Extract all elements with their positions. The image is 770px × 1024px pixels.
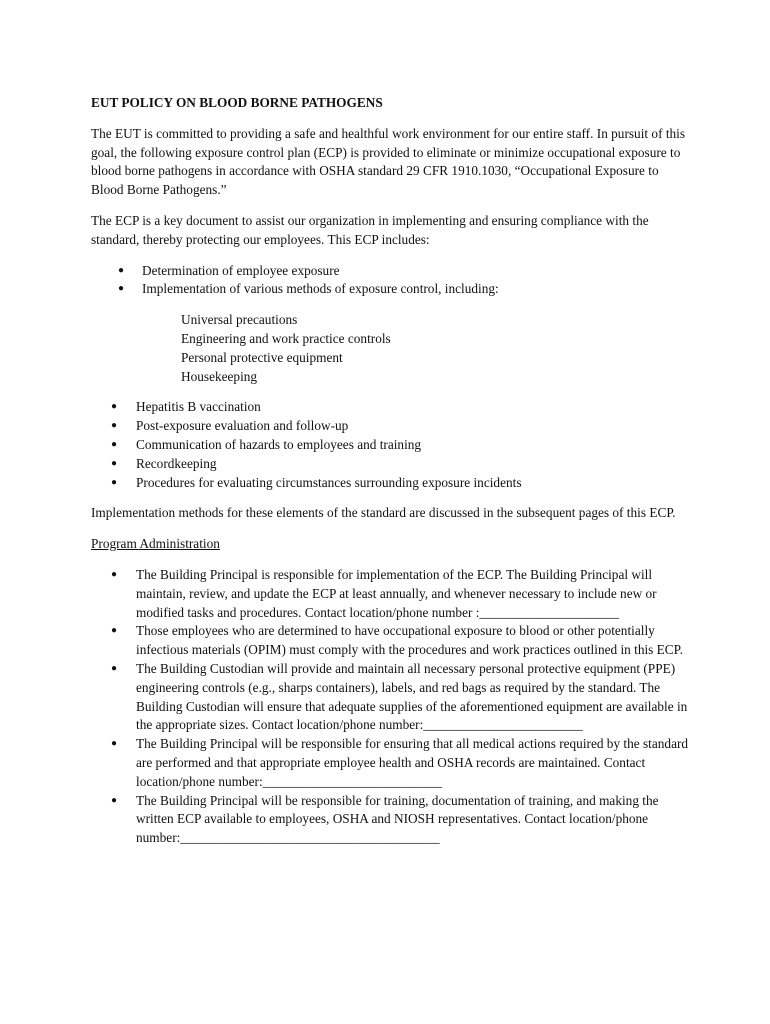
list-item: ● Post-exposure evaluation and follow-up xyxy=(91,417,691,436)
exposure-control-methods xyxy=(181,311,691,386)
intro-paragraph: The EUT is committed to providing a safe and healthful work environment for our entire staff. In pursuit of this goal, the following exposure control plan (ECP) is provided to eliminate or minimize occupational exposure to blood borne pathogens in accordance with OSHA standard 29 CFR 1910.1030, “Occupational Exposure to Blood Borne Pathogens.” xyxy=(91,125,686,198)
sub-item: Housekeeping xyxy=(181,368,258,384)
includes-list xyxy=(91,262,691,300)
bullet-icon: ● xyxy=(111,438,118,450)
admin-list xyxy=(91,566,691,848)
bullet-icon: ● xyxy=(118,283,125,295)
list-item: ● Determination of employee exposure xyxy=(91,262,691,281)
sub-item: Personal protective equipment xyxy=(181,349,343,365)
sub-item: Universal precautions xyxy=(181,312,298,328)
bullet-icon: ● xyxy=(111,625,118,637)
list-item: ● Implementation of various methods of exposure control, including: xyxy=(91,280,691,299)
includes-list-continued xyxy=(91,398,691,492)
bullet-icon: ● xyxy=(111,794,118,806)
list-item: ● The Building Custodian will provide and maintain all necessary personal protective equipment (PPE) engineering controls (e.g., sharps containers), labels, and red bags as required by the standard. The Building Custodian will ensure that adequate supplies of the aforementioned equipment are available in the appropriate sizes. Contact location/phone number:________________________ xyxy=(111,660,688,733)
ecp-includes-paragraph: The ECP is a key document to assist our organization in implementing and ensuring compliance with the standard, thereby protecting our employees. This ECP includes: xyxy=(91,212,649,247)
bullet-icon: ● xyxy=(118,264,125,276)
spacer xyxy=(91,492,691,504)
implementation-paragraph: Implementation methods for these elements of the standard are discussed in the subsequent pages of this ECP. xyxy=(91,505,676,521)
list-item: ● The Building Principal will be responsible for training, documentation of training, and making the written ECP available to employees, OSHA and NIOSH representatives. Contact location/phone number:_______________________________________ xyxy=(111,792,659,846)
section-heading: Program Administration xyxy=(91,536,220,552)
list-item: ● The Building Principal will be responsible for ensuring that all medical actions required by the standard are performed and that appropriate employee health and OSHA records are maintained. Contact location/phone number:___________________________ xyxy=(111,736,689,789)
bullet-icon: ● xyxy=(111,662,118,674)
list-item: ● The Building Principal is responsible for implementation of the ECP. The Building Principal will maintain, review, and update the ECP at least annually, and whenever necessary to include new or modified tasks and procedures. Contact location/phone number :_____________________ xyxy=(111,566,657,620)
list-item: ● Communication of hazards to employees and training xyxy=(91,436,691,455)
bullet-icon: ● xyxy=(111,738,118,750)
sub-item: Engineering and work practice controls xyxy=(181,330,391,346)
bullet-icon: ● xyxy=(111,420,118,432)
list-item: ● Recordkeeping xyxy=(91,455,691,474)
document-title: EUT POLICY ON BLOOD BORNE PATHOGENS xyxy=(91,95,383,110)
list-item: ● Those employees who are determined to have occupational exposure to blood or other potentially infectious materials (OPIM) must comply with the procedures and work practices outlined in this ECP. xyxy=(111,623,683,658)
bullet-icon: ● xyxy=(111,401,118,413)
list-item: ● Hepatitis B vaccination xyxy=(91,398,691,417)
document-page xyxy=(91,94,691,848)
bullet-icon: ● xyxy=(111,568,118,580)
bullet-icon: ● xyxy=(111,476,118,488)
list-item: ● Procedures for evaluating circumstances surrounding exposure incidents xyxy=(91,474,691,493)
bullet-icon: ● xyxy=(111,457,118,469)
